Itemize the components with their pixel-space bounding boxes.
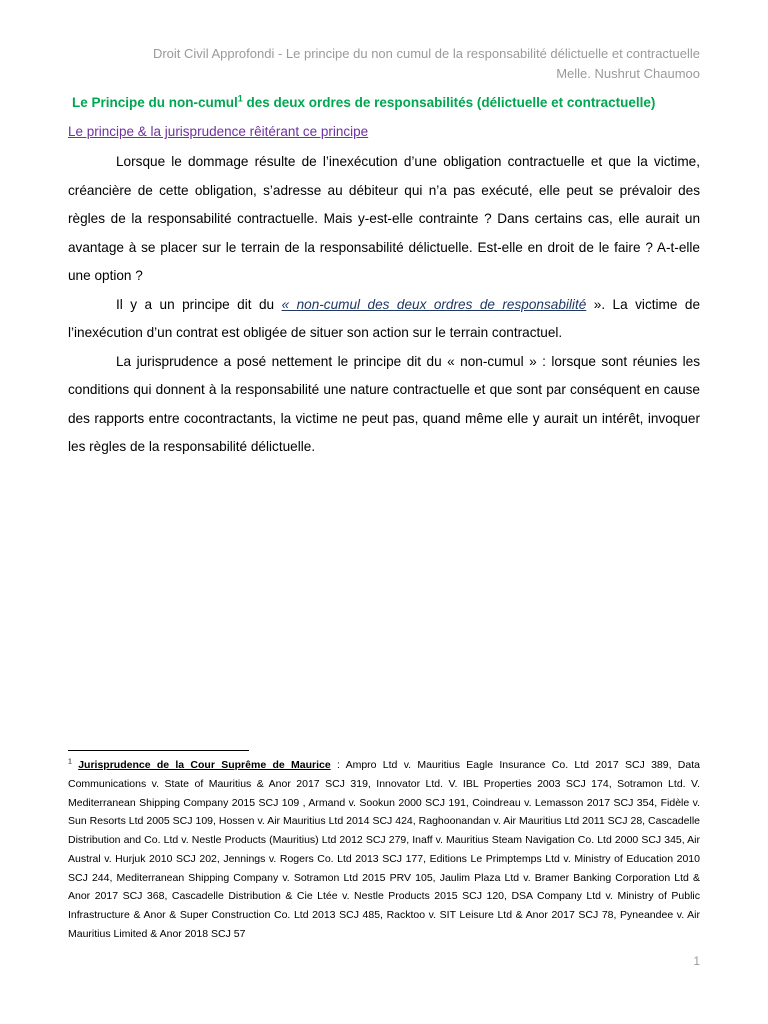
- section-title: [72, 93, 712, 113]
- title-text-end: des deux ordres de responsabilités (délictuelle et contractuelle): [242, 95, 656, 110]
- footnote: [68, 756, 700, 944]
- footnote-number: 1: [68, 758, 72, 766]
- header-author: Melle. Nushrut Chaumoo: [556, 66, 700, 81]
- page-header: [60, 44, 700, 84]
- subtitle-text: Le principe & la jurisprudence rêitérant ce principe: [68, 124, 369, 139]
- non-cumul-emphasis: « non-cumul des deux ordres de responsabilité: [281, 296, 587, 312]
- paragraph-1: Lorsque le dommage résulte de l’inexécution d’une obligation contractuelle et que la victime, créancière de cette obligation, s’adresse au débiteur qui n’a pas exécuté, elle peut se prévaloir des règles de la responsabilité contractuelle. Mais y-est-elle contrainte ? Dans certains cas, elle aurait un avantage à se placer sur le terrain de la responsabilité délictuelle. Est-elle en droit de le faire ? A-t-elle une option ?: [68, 154, 700, 283]
- footnote-separator: [68, 750, 249, 751]
- section-subtitle: [68, 122, 368, 142]
- paragraph-2-end: ». La victime de l’inexécution d’un contrat est obligée de situer son action sur le terrain contractuel.: [68, 296, 701, 340]
- paragraph-3: La jurisprudence a posé nettement le principe dit du « non-cumul » : lorsque sont réunies les conditions qui donnent à la responsabilité une nature contractuelle et que sont par conséquent en cause des rapports entre cocontractants, la victime ne peut pas, quand même elle y aurait un intérêt, invoquer les règles de la responsabilité délictuelle.: [68, 353, 700, 454]
- paragraph-2-start: Il y a un principe dit du: [116, 296, 282, 312]
- title-footnote-ref[interactable]: 1: [237, 93, 243, 104]
- page-number: 1: [693, 954, 700, 968]
- header-course-title: Droit Civil Approfondi - Le principe du non cumul de la responsabilité délictuelle et contractuelle: [152, 46, 700, 61]
- footnote-text: : Ampro Ltd v. Mauritius Eagle Insurance Co. Ltd 2017 SCJ 389, Data Communications v. State of Mauritius & Anor 2017 SCJ 319, Innovator Ltd. V. IBL Properties 2003 SCJ 174, Sotramon Ltd. V. Mediterranean Shipping Company 2015 SCJ 109 , Armand v. Sookun 2000 SCJ 191, Coindreau v. Lemasson 2017 SCJ 354, Fidèle v. Sun Resorts Ltd 2005 SCJ 109, Hossen v. Air Mauritius Ltd 2014 SCJ 424, Raghoonandan v. Air Mauritius Ltd 2011 SCJ 28, Cascadelle Distribution and Co. Ltd v. Nestle Products (Mauritius) Ltd 2012 SCJ 279, Inaff v. Mauritius Steam Navigation Co. Ltd 2000 SCJ 345, Air Austral v. Hurjuk 2010 SCJ 202, Jennings v. Rogers Co. Ltd 2013 SCJ 177, Editions Le Primptemps Ltd v. Ministry of Education 2010 SCJ 244, Mediterranean Shipping Company v. Sotramon Ltd 2015 PRV 105, Jaulim Plaza Ltd v. Bramer Banking Corporation Ltd & Anor 2017 SCJ 368, Cascadelle Distribution & Cie Ltée v. Nestle Products 2015 SCJ 120, DSA Company Ltd v. Ministry of Public Infrastructure & Anor & Super Construction Co. Ltd 2013 SCJ 485, Racktoo v. SIT Leisure Ltd & Anor 2017 SCJ 78, Pyneandee v. Air Mauritius Limited & Anor 2018 SCJ 57: [68, 759, 700, 940]
- title-text-start: Le Principe du non-cumul: [72, 95, 238, 110]
- body-text: [68, 148, 700, 462]
- footnote-heading: Jurisprudence de la Cour Suprême de Maurice: [78, 759, 331, 771]
- paragraph-2: [68, 291, 700, 348]
